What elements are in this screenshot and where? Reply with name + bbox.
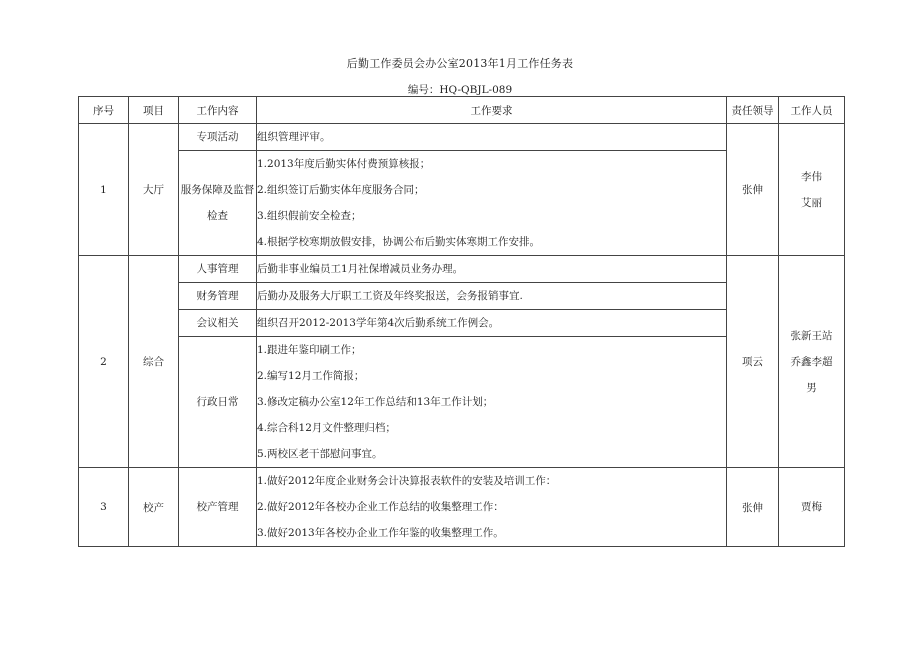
work-content-lines [179, 310, 256, 336]
work-content-lines [179, 124, 256, 150]
responsible-leader: 张伸 [727, 124, 779, 256]
work-content-line: 人事管理 [196, 263, 239, 275]
staff-cell [779, 256, 845, 468]
work-content-lines [179, 177, 256, 229]
document-title: 后勤工作委员会办公室2013年1月工作任务表 [346, 57, 574, 70]
requirement-line: 1.2013年度后勤实体付费预算核报； [257, 158, 431, 170]
staff-name: 男 [806, 381, 817, 394]
header-staff: 工作人员 [779, 97, 845, 124]
staff-name: 艾丽 [801, 196, 822, 209]
row-number: 2 [79, 256, 129, 468]
requirement-line: 4.根据学校寒期放假安排，协调公布后勤实体寒期工作安排。 [257, 236, 541, 248]
work-content-line: 检查 [207, 210, 228, 222]
requirement-line: 1.做好2012年度企业财务会计决算报表软件的安装及培训工作： [257, 475, 557, 487]
header-seq: 序号 [79, 97, 129, 124]
row-item: 综合 [129, 256, 179, 468]
work-content [179, 468, 257, 547]
work-content [179, 151, 257, 256]
work-requirement [257, 124, 727, 151]
staff-name: 贾梅 [801, 501, 822, 513]
work-requirement [257, 468, 727, 547]
work-content [179, 283, 257, 310]
document-number: 编号：HQ-QBJL-089 [407, 84, 513, 96]
staff-cell [779, 124, 845, 256]
work-content-line: 财务管理 [196, 290, 239, 302]
responsible-leader: 项云 [727, 256, 779, 468]
work-content-lines [179, 389, 256, 415]
requirement-line: 5.两校区老干部慰问事宜。 [257, 448, 383, 460]
requirement-line: 3.组织假前安全检查； [257, 210, 362, 222]
work-requirement [257, 256, 727, 283]
table-body [79, 124, 845, 547]
requirement-line: 2.做好2012年各校办企业工作总结的收集整理工作： [257, 501, 504, 513]
header-requirement: 工作要求 [257, 97, 727, 124]
staff-names [779, 323, 844, 401]
work-content-line: 服务保障及监督 [180, 184, 255, 196]
staff-cell [779, 468, 845, 547]
staff-names [779, 164, 844, 216]
work-content-line: 专项活动 [196, 131, 239, 143]
requirement-line: 组织管理评审。 [257, 131, 331, 143]
work-content-line: 校产管理 [196, 501, 239, 513]
requirement-line: 1.跟进年鉴印刷工作； [257, 344, 362, 356]
requirement-line: 后勤非事业编员工1月社保增减员业务办理。 [257, 263, 464, 275]
work-requirement [257, 310, 727, 337]
work-content [179, 256, 257, 283]
table-row [79, 124, 845, 151]
work-requirement [257, 337, 727, 468]
row-item: 校产 [129, 468, 179, 547]
table-row [79, 256, 845, 283]
work-content-lines [179, 283, 256, 309]
work-content-lines [179, 256, 256, 282]
staff-name: 张新王站 [790, 329, 833, 342]
requirement-line: 3.修改定稿办公室12年工作总结和13年工作计划； [257, 396, 494, 408]
work-content [179, 337, 257, 468]
row-item: 大厅 [129, 124, 179, 256]
task-table [78, 96, 845, 547]
header-content: 工作内容 [179, 97, 257, 124]
work-content [179, 310, 257, 337]
requirement-line: 后勤办及服务大厅职工工资及年终奖报送，会务报销事宜. [257, 290, 523, 302]
work-content [179, 124, 257, 151]
staff-name: 李伟 [801, 170, 822, 183]
work-content-lines [179, 494, 256, 520]
work-content-line: 会议相关 [196, 317, 239, 329]
header-leader: 责任领导 [727, 97, 779, 124]
requirement-line: 组织召开2012-2013学年第4次后勤系统工作例会。 [257, 317, 500, 329]
staff-name: 乔鑫李超 [790, 355, 833, 368]
row-number: 3 [79, 468, 129, 547]
work-requirement [257, 283, 727, 310]
staff-names [779, 494, 844, 520]
requirement-line: 2.组织签订后勤实体年度服务合同； [257, 184, 425, 196]
row-number: 1 [79, 124, 129, 256]
header-item: 项目 [129, 97, 179, 124]
responsible-leader: 张伸 [727, 468, 779, 547]
requirement-line: 3.做好2013年各校办企业工作年鉴的收集整理工作。 [257, 527, 504, 539]
header-row [79, 97, 845, 124]
requirement-line: 2.编写12月工作简报； [257, 370, 365, 382]
work-requirement [257, 151, 727, 256]
work-content-line: 行政日常 [196, 396, 239, 408]
table-row [79, 468, 845, 547]
requirement-line: 4.综合科12月文件整理归档； [257, 422, 396, 434]
